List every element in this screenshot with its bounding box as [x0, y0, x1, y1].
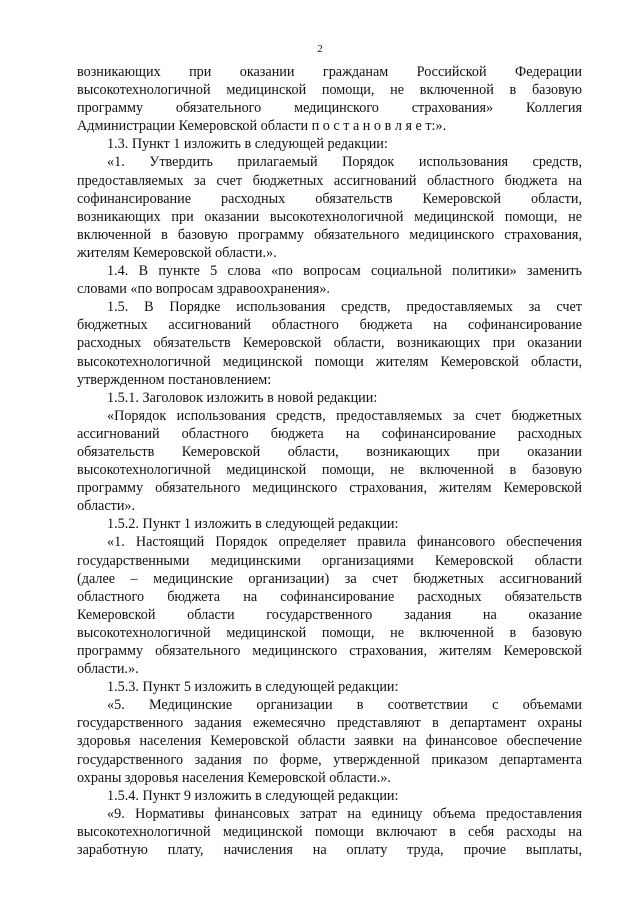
text-line: обязательств Кемеровской области, возникающих при оказании	[77, 443, 582, 460]
paragraph	[77, 533, 582, 678]
text-line: областного бюджета на софинансирование расходных обязательств	[77, 588, 582, 605]
text-line: заработную плату, начисления на оплату труда, прочие выплаты,	[77, 842, 582, 859]
text-line: государственного задания ежемесячно представляют в департамент охраны	[77, 715, 582, 732]
text-line: «9. Нормативы финансовых затрат на единицу объема предоставления	[107, 805, 582, 822]
text-line: «1. Настоящий Порядок определяет правила финансового обеспечения	[107, 534, 582, 551]
text-line: жителям Кемеровской области.».	[77, 244, 277, 261]
text-line: высокотехнологичной медицинской помощи, не включенной в базовую	[77, 82, 582, 99]
text-line: (далее – медицинские организации) за счет бюджетных ассигнований	[77, 570, 582, 587]
text-line: высокотехнологичной медицинской помощи жителям Кемеровской области,	[77, 353, 582, 370]
text-line: программу обязательного медицинского страхования» Коллегия	[77, 100, 582, 117]
text-line: «1. Утвердить прилагаемый Порядок использования средств,	[107, 154, 582, 171]
text-line: возникающих при оказании гражданам Российской Федерации	[77, 64, 582, 80]
text-line: высокотехнологичной медицинской помощи, не включенной в базовую	[77, 624, 582, 641]
paragraph	[77, 135, 582, 153]
text-line: государственного задания по форме, утвержденной приказом департамента	[77, 751, 582, 768]
text-line: включенной в базовую программу обязательного медицинского страхования,	[77, 226, 582, 243]
text-line: предоставляемых за счет бюджетных ассигнований областного бюджета на	[77, 172, 582, 189]
text-line: расходных обязательств Кемеровской области, возникающих при оказании	[77, 335, 582, 352]
text-line: Кемеровской области государственного задания на оказание	[77, 606, 582, 623]
paragraph	[77, 262, 582, 298]
document-body	[77, 63, 582, 859]
text-line: «Порядок использования средств, предоставляемых за счет бюджетных	[107, 407, 582, 424]
text-line: области».	[77, 498, 136, 515]
text-line: Администрации Кемеровской области п о с т а н о в л я е т:».	[77, 118, 447, 135]
text-line: ассигнований областного бюджета на софинансирование расходных	[77, 425, 582, 442]
text-line: 1.5.4. Пункт 9 изложить в следующей редакции:	[107, 787, 399, 804]
text-line: 1.3. Пункт 1 изложить в следующей редакции:	[107, 136, 388, 153]
paragraph	[77, 805, 582, 859]
text-line: утвержденном постановлением:	[77, 371, 272, 388]
text-line: возникающих при оказании высокотехнологичной медицинской помощи, не	[77, 208, 582, 225]
text-line: 1.5.2. Пункт 1 изложить в следующей редакции:	[107, 516, 399, 533]
text-line: охраны здоровья населения Кемеровской области.».	[77, 769, 391, 786]
text-line: программу обязательного медицинского страхования, жителям Кемеровской	[77, 480, 582, 497]
text-line: высокотехнологичной медицинской помощи включают в себя расходы на	[77, 823, 582, 840]
paragraph	[77, 153, 582, 262]
text-line: 1.5. В Порядке использования средств, предоставляемых за счет	[107, 299, 582, 316]
paragraph	[77, 298, 582, 388]
text-line: словами «по вопросам здравоохранения».	[77, 281, 330, 298]
text-line: «5. Медицинские организации в соответствии с объемами	[107, 697, 582, 714]
text-line: 1.5.1. Заголовок изложить в новой редакции:	[107, 389, 378, 406]
paragraph	[77, 678, 582, 696]
page-number: 2	[317, 43, 323, 55]
text-line: программу обязательного медицинского страхования, жителям Кемеровской	[77, 643, 582, 659]
paragraph	[77, 787, 582, 805]
text-line: бюджетных ассигнований областного бюджета на софинансирование	[77, 317, 582, 334]
text-line: 1.4. В пункте 5 слова «по вопросам социальной политики» заменить	[107, 263, 582, 280]
paragraph	[77, 407, 582, 516]
text-line: государственными медицинскими организациями Кемеровской области	[77, 552, 582, 569]
paragraph	[77, 389, 582, 407]
text-line: софинансирование расходных обязательств Кемеровской области,	[77, 190, 582, 207]
text-line: 1.5.3. Пункт 5 изложить в следующей редакции:	[107, 679, 399, 696]
paragraph	[77, 63, 582, 135]
text-line: здоровья населения Кемеровской области заявки на финансовое обеспечение	[77, 733, 582, 750]
text-line: области.».	[77, 661, 139, 678]
paragraph	[77, 515, 582, 533]
text-line: высокотехнологичной медицинской помощи, не включенной в базовую	[77, 462, 582, 479]
paragraph	[77, 696, 582, 786]
